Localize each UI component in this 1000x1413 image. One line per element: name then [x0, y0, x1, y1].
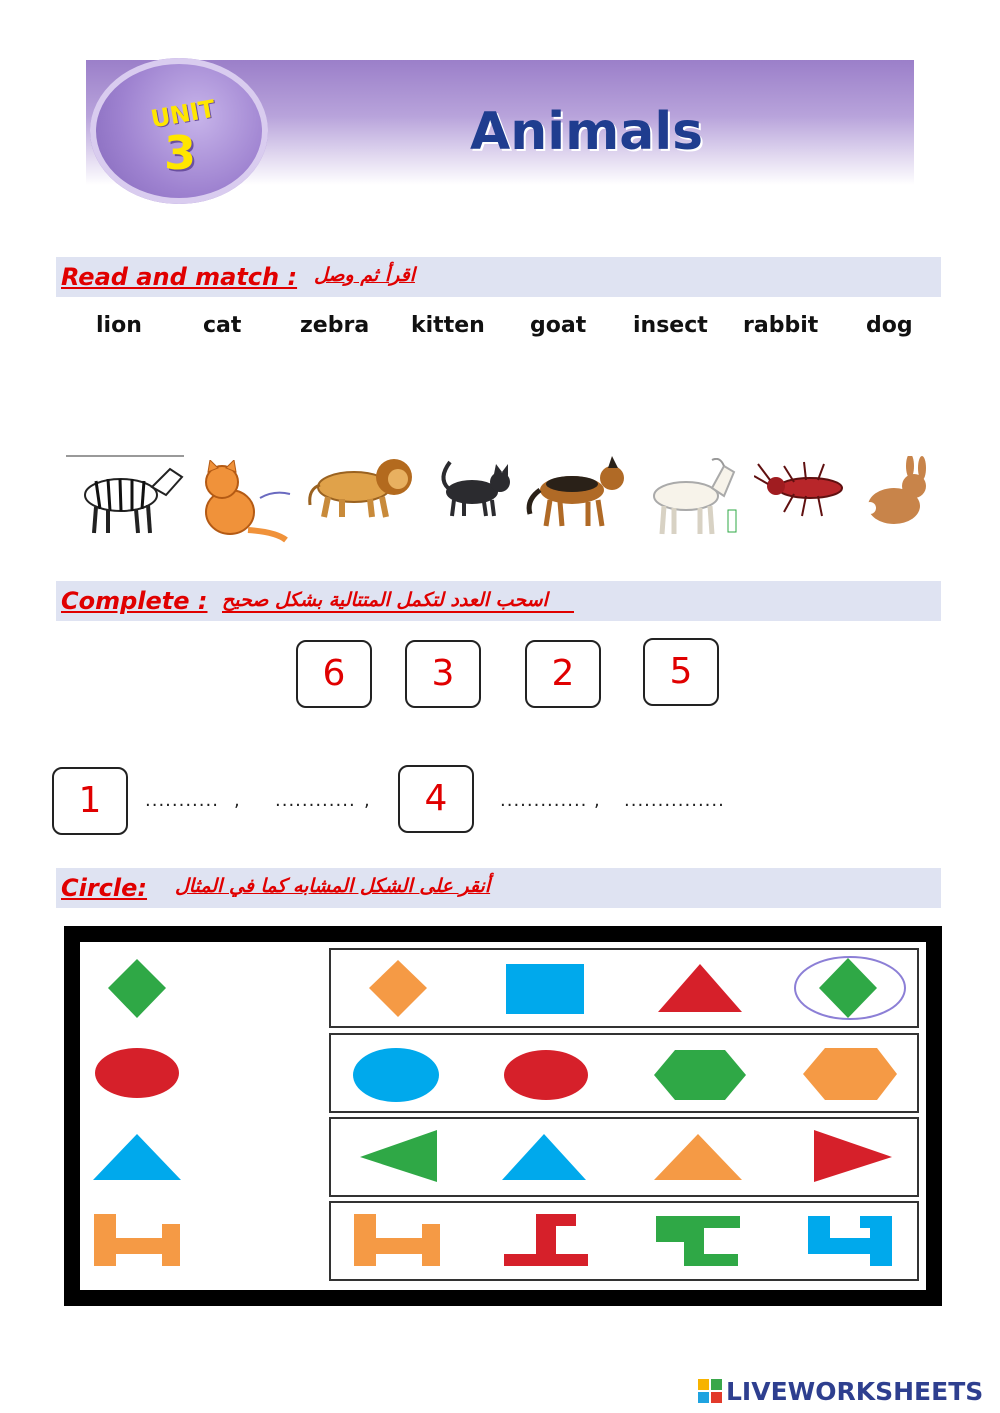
sequence-blank-4[interactable]: ...............: [624, 790, 725, 811]
page-title: Animals: [470, 102, 704, 162]
option-green-hexagon: [654, 1050, 746, 1100]
rabbit-picture[interactable]: [860, 456, 936, 532]
sequence-comma: ,: [594, 790, 601, 811]
section-arabic-circle: أنقر على الشكل المشابه كما في المثال: [175, 875, 491, 897]
section-label-complete: Complete :: [61, 587, 208, 615]
cat-picture[interactable]: [198, 460, 294, 544]
option-blue-rectangle: [506, 964, 584, 1014]
word-lion[interactable]: lion: [96, 313, 142, 338]
section-label-circle: Circle:: [61, 874, 148, 902]
option-blue-u-shape: [808, 1216, 892, 1266]
option-orange-hexagon: [803, 1048, 897, 1100]
sequence-comma: ,: [364, 790, 371, 811]
sequence-blank-1[interactable]: ...........: [145, 790, 219, 811]
example-blue-triangle: [93, 1134, 181, 1180]
option-blue-triangle: [502, 1134, 586, 1180]
sequence-middle-number: 4: [398, 765, 474, 833]
example-orange-h-shape: [94, 1214, 180, 1266]
section-arabic-complete: اسحب العدد لتكمل المتتالية بشكل صحيح: [222, 589, 574, 613]
drag-number-2[interactable]: 2: [525, 640, 601, 708]
sequence-first-number: 1: [52, 767, 128, 835]
word-cat[interactable]: cat: [203, 313, 242, 338]
dog-picture[interactable]: [526, 456, 628, 528]
drag-number-6[interactable]: 6: [296, 640, 372, 708]
sequence-blank-2[interactable]: ............: [275, 790, 356, 811]
option-red-t-shape: [504, 1214, 588, 1266]
option-blue-ellipse: [353, 1048, 439, 1102]
zebra-picture[interactable]: [66, 455, 184, 537]
goat-picture[interactable]: [642, 458, 738, 536]
word-insect[interactable]: insect: [633, 313, 708, 338]
option-green-t-shape: [656, 1216, 740, 1266]
option-orange-diamond: [369, 960, 427, 1017]
section-label-read-match: Read and match :: [61, 263, 298, 291]
insect-picture[interactable]: [754, 458, 848, 518]
word-dog[interactable]: dog: [866, 313, 913, 338]
example-diamond-shape: [108, 959, 166, 1018]
drag-number-3[interactable]: 3: [405, 640, 481, 708]
shapes-drawing: [80, 942, 926, 1290]
lion-picture[interactable]: [306, 455, 416, 519]
drag-number-5[interactable]: 5: [643, 638, 719, 706]
option-green-diamond: [819, 958, 877, 1018]
word-rabbit[interactable]: rabbit: [743, 313, 819, 338]
sequence-comma: ,: [234, 790, 241, 811]
unit-number: 3: [163, 126, 196, 180]
option-red-triangle-right: [814, 1130, 892, 1182]
section-arabic-read-match: اقرأ ثم وصل: [314, 264, 415, 286]
liveworksheets-logo-icon: [698, 1379, 722, 1403]
word-goat[interactable]: goat: [530, 313, 587, 338]
liveworksheets-brand: LIVEWORKSHEETS: [726, 1377, 984, 1406]
option-red-ellipse: [504, 1050, 588, 1100]
word-kitten[interactable]: kitten: [411, 313, 485, 338]
option-orange-h-shape: [354, 1214, 440, 1266]
unit-label: UNIT: [148, 94, 218, 134]
example-red-ellipse: [95, 1048, 179, 1098]
word-zebra[interactable]: zebra: [300, 313, 370, 338]
option-orange-triangle: [654, 1134, 742, 1180]
sequence-blank-3[interactable]: .............: [500, 790, 588, 811]
option-green-triangle-left: [360, 1130, 437, 1182]
kitten-picture[interactable]: [432, 458, 514, 518]
option-red-triangle: [658, 964, 742, 1012]
